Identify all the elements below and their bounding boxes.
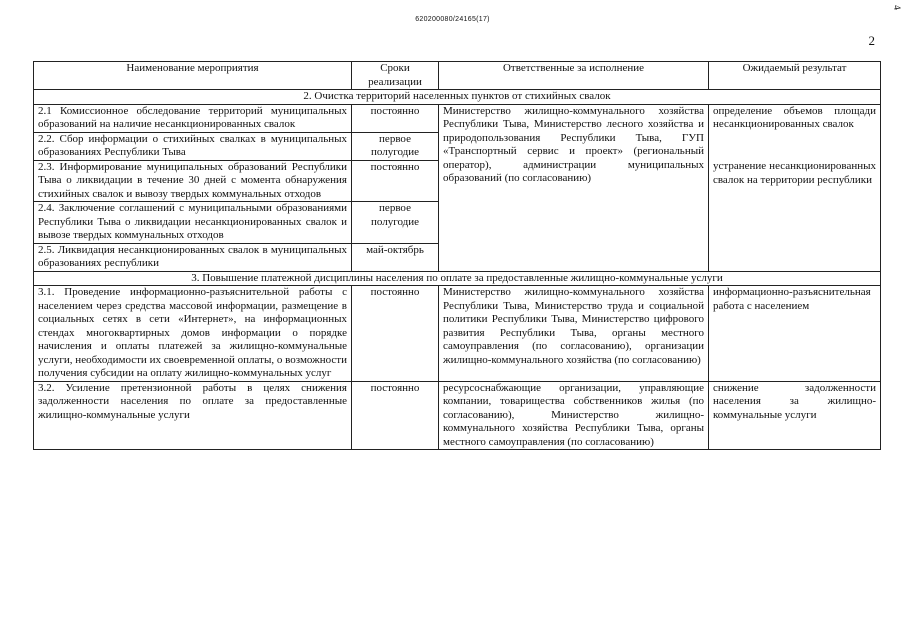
measure-responsible: Министерство жилищно-коммунального хозяйства Республики Тыва, Министерство труда и социальной политики Республики Тыва, Министерство цифрового развития Республики Тыва, органы местного самоуправления (по согласованию), организации жилищно-коммунального хозяйства (по согласованию) (439, 286, 709, 382)
header-name: Наименование мероприятия (34, 62, 352, 90)
page-number: 2 (868, 33, 875, 48)
section-2-result-a: определение объемов площади несанкционированных свалок (709, 104, 881, 160)
document-id: 620200080/24165(17) (415, 16, 490, 23)
measure-term: первое полугодие (352, 202, 439, 244)
measure-term: первое полугодие (352, 132, 439, 160)
measure-name: 2.5. Ликвидация несанкционированных свалок в муниципальных образованиях республики (34, 243, 352, 271)
measure-name: 3.2. Усиление претензионной работы в целях снижения задолженности населения по оплате за предоставленные жилищно-коммунальные услуги (34, 381, 352, 450)
measure-name: 2.3. Информирование муниципальных образований Республики Тыва о ликвидации в течение 30 дней с момента обнаружения стихийных свалок и вывозу твердых коммунальных отходов (34, 160, 352, 202)
measure-term: постоянно (352, 160, 439, 202)
header-responsible: Ответственные за исполнение (439, 62, 709, 90)
section-2-result-b: устранение несанкционированных свалок на территории республики (709, 160, 881, 271)
measure-result: снижение задолженности населения за жилищно-коммунальные услуги (709, 381, 881, 450)
corner-mark: 4 (890, 4, 903, 11)
table-row (34, 104, 881, 132)
table-row (34, 286, 881, 382)
table-row (34, 381, 881, 450)
measure-result: информационно-разъяснительная работа с населением (709, 286, 881, 382)
section-3-title: 3. Повышение платежной дисциплины населения по оплате за предоставленные жилищно-коммунальные услуги (34, 271, 881, 286)
measure-term: май-октябрь (352, 243, 439, 271)
measure-term: постоянно (352, 286, 439, 382)
measure-name: 3.1. Проведение информационно-разъяснительной работы с населением через средства массовой информации, размещение в социальных сетях в сети «Интернет», на информационных стендах многоквартирных домов информации о порядке начисления и оплаты платежей за жилищно-коммунальные услуги, необходимости их своевременной оплаты, о возможности получения субсидии на оплату жилищно-коммунальных услуг (34, 286, 352, 382)
section-2-responsible: Министерство жилищно-коммунального хозяйства Республики Тыва, Министерство лесного хозяйства и природопользования Республики Тыва, ГУП «Транспортный сервис и проект» (региональный оператор), администрации муниципальных образований (по согласованию) (439, 104, 709, 271)
measures-table (33, 61, 881, 450)
measure-name: 2.4. Заключение соглашений с муниципальными образованиями Республики Тыва о ликвидации несанкционированных свалок и вывозе твердых коммунальных отходов (34, 202, 352, 244)
header-term: Сроки реализации (352, 62, 439, 90)
section-2-row (34, 90, 881, 105)
table-header-row (34, 62, 881, 90)
section-3-row (34, 271, 881, 286)
section-2-title: 2. Очистка территорий населенных пунктов от стихийных свалок (34, 90, 881, 105)
header-result: Ожидаемый результат (709, 62, 881, 90)
measure-responsible: ресурсоснабжающие организации, управляющие компании, товарищества собственников жилья (по согласованию), Министерство жилищно-коммунального хозяйства Республики Тыва, органы местного самоуправления (по согласованию) (439, 381, 709, 450)
measure-name: 2.2. Сбор информации о стихийных свалках в муниципальных образованиях Республики Тыва (34, 132, 352, 160)
measure-term: постоянно (352, 104, 439, 132)
measure-name: 2.1 Комиссионное обследование территорий муниципальных образований на наличие несанкционированных свалок (34, 104, 352, 132)
measure-term: постоянно (352, 381, 439, 450)
